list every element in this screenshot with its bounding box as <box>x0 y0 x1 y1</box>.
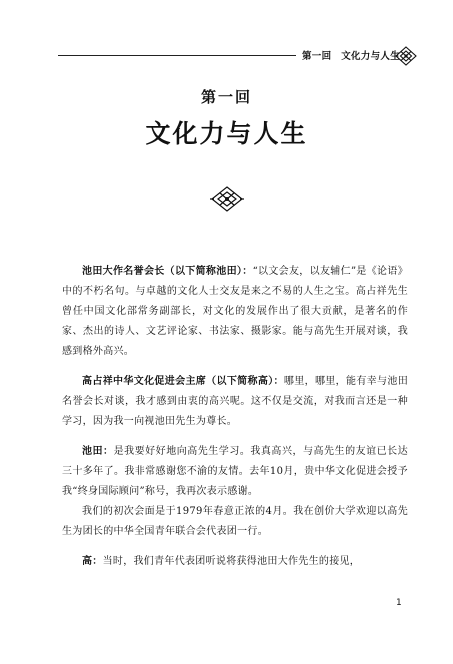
chapter-title: 文化力与人生 <box>145 119 308 148</box>
body-text <box>62 262 408 572</box>
speaker-label: 池田： <box>82 446 114 457</box>
running-header <box>58 46 418 66</box>
diamond-knot-ornament-icon <box>210 186 244 212</box>
paragraph-text: 我们的初次会面是于1979年春意正浓的4月。我在创价大学欢迎以高先生为团长的中华全国青年联合会代表团一行。 <box>62 506 408 537</box>
paragraph-text: 哪里，哪里，能有幸与池田名誉会长对谈，我才感到由衷的高兴呢。这不仅是交流，对我而言还是一种学习，因为我一向视池田先生为尊长。 <box>62 376 408 427</box>
paragraph-text: 是我要好好地向高先生学习。我真高兴，与高先生的友谊已长达三十多年了。我非常感谢您不渝的友情。去年10月，贵中华文化促进会授予我“终身国际顾问”称号，我再次表示感谢。 <box>62 446 408 497</box>
paragraph-text: 当时，我们青年代表团听说将获得池田大作先生的接见， <box>102 556 361 567</box>
paragraph-text: “以文会友，以友辅仁”是《论语》中的不朽名句。与卓越的文化人士交友是来之不易的人生之宝。高占祥先生曾任中国文化部常务副部长，对文化的发展作出了很大贡献，是著名的作家、杰出的诗人、文艺评论家、书法家、摄影家。能与高先生开展对谈，我感到格外高兴。 <box>62 266 408 357</box>
speaker-label: 高占祥中华文化促进会主席（以下简称高）： <box>82 376 284 387</box>
paragraph <box>62 442 408 502</box>
paragraph <box>62 552 408 572</box>
speaker-label: 池田大作名誉会长（以下简称池田）： <box>82 266 253 277</box>
chapter-number: 第一回 <box>200 88 252 106</box>
page-number: 1 <box>396 598 402 608</box>
header-rule <box>58 55 296 56</box>
paragraph <box>62 372 408 432</box>
speaker-label: 高： <box>82 556 103 567</box>
diamond-knot-ornament-icon <box>394 46 418 66</box>
paragraph <box>62 502 408 542</box>
paragraph <box>62 262 408 362</box>
running-head-text: 第一回 文化力与人生 <box>302 51 401 62</box>
